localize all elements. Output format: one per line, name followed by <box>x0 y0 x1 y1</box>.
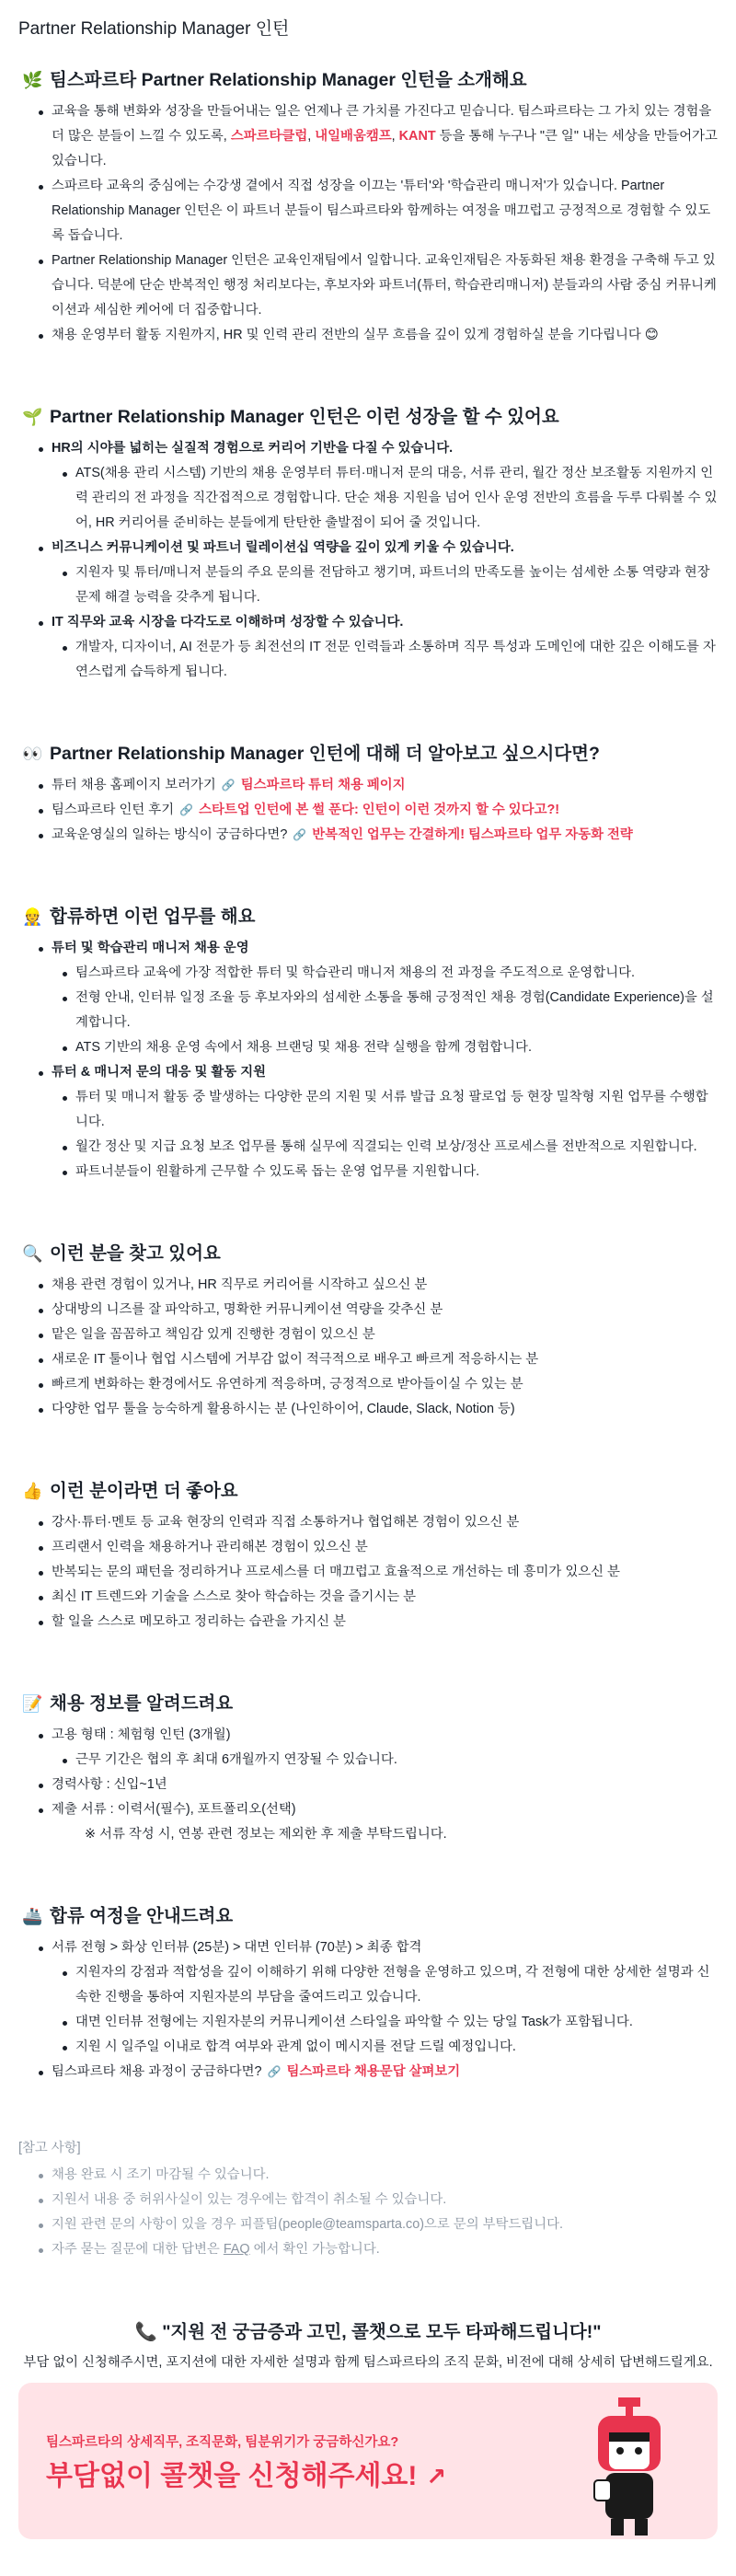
seek-heading <box>22 1240 718 1267</box>
list-item: 튜터 및 매니저 활동 중 발생하는 다양한 문의 지원 및 서류 발급 요청 팔로업 등 현장 밀착형 지원 업무를 수행합니다. <box>63 1085 718 1135</box>
process-flow: 서류 전형 > 화상 인터뷰 (25분) > 대면 인터뷰 (70분) > 최종 합격 <box>52 1940 422 1955</box>
list-item <box>39 610 718 685</box>
list-item <box>39 99 718 174</box>
list-item: 전형 안내, 인터뷰 일정 조율 등 후보자와의 섬세한 소통을 통해 긍정적인 채용 경험(Candidate Experience)을 설계합니다. <box>63 986 718 1035</box>
duties-section <box>18 903 718 1184</box>
more-section <box>18 740 718 848</box>
list-item: 강사·튜터·멘토 등 교육 현장의 인력과 직접 소통하거나 협업해본 경험이 있으신 분 <box>39 1510 718 1535</box>
banner-headline <box>46 2458 446 2495</box>
list-item <box>39 436 718 536</box>
list-item: 새로운 IT 툴이나 협업 시스템에 거부감 없이 적극적으로 배우고 빠르게 적응하시는 분 <box>39 1347 718 1372</box>
list-item: 개발자, 디자이너, AI 전문가 등 최전선의 IT 전문 인력들과 소통하며 직무 특성과 도메인에 대한 깊은 이해도를 자연스럽게 습득하게 됩니다. <box>63 635 718 685</box>
page-title: Partner Relationship Manager 인턴 <box>18 19 290 39</box>
list-item: 상대방의 니즈를 잘 파악하고, 명확한 커뮤니케이션 역량을 갖추신 분 <box>39 1298 718 1323</box>
list-item: 근무 기간은 협의 후 최대 6개월까지 연장될 수 있습니다. <box>63 1748 718 1773</box>
prefer-heading <box>22 1477 718 1505</box>
arrow-up-right-icon: ↗ <box>426 2463 447 2490</box>
cta-subtitle: 부담 없이 신청해주시면, 포지션에 대한 자세한 설명과 함께 팀스파르타의 조직 문화, 비전에 대해 상세히 답변해드릴게요. <box>23 2355 713 2370</box>
list-item: 팀스파르타 교육에 가장 적합한 튜터 및 학습관리 매니저 채용의 전 과정을 주도적으로 운영합니다. <box>63 961 718 986</box>
growth-heading <box>22 403 718 431</box>
ship-icon: 🚢 <box>22 1907 43 1925</box>
list-item <box>39 536 718 610</box>
docs-note: ※ 서류 작성 시, 연봉 관련 정보는 제외한 후 제출 부탁드립니다. <box>85 1827 447 1842</box>
list-item <box>39 1723 718 1773</box>
intro-heading-text: 팀스파르타 Partner Relationship Manager 인턴을 소개해요 <box>50 70 527 90</box>
construction-worker-icon: 👷 <box>22 907 43 926</box>
list-item <box>39 798 718 823</box>
list-item: 지원자의 강점과 적합성을 깊이 이해하기 위해 다양한 전형을 운영하고 있으며, 각 전형에 대한 상세한 설명과 신속한 진행을 통하여 지원자분의 부담을 줄여드리고 있습니다. <box>63 1960 718 2010</box>
link-prefix: 팀스파르타 인턴 후기 <box>52 803 178 817</box>
list-item: ATS(채용 관리 시스템) 기반의 채용 운영부터 튜터·매니저 문의 대응, 서류 관리, 월간 정산 보조활동 지원까지 인력 관리의 전 과정을 직간접적으로 경험합니다. 단순 채용 지원을 넘어 인사 운영 전반의 흐름을 두루 다뤄볼 수 있어, HR 커리어를 준비하는 분들에게 탄탄한 출발점이 되어 줄 것입니다. <box>63 461 718 536</box>
coffee-chat-banner[interactable] <box>18 2383 718 2539</box>
list-item <box>39 2060 718 2085</box>
eyes-icon: 👀 <box>22 745 43 763</box>
tutor-hiring-link[interactable]: 팀스파르타 튜터 채용 페이지 <box>240 778 406 792</box>
list-item: 프리랜서 인력을 채용하거나 관리해본 경험이 있으신 분 <box>39 1535 718 1560</box>
intro-section <box>18 66 718 348</box>
info-section <box>18 1690 718 1847</box>
duties-heading-text: 합류하면 이런 업무를 해요 <box>50 907 256 927</box>
growth-heading-text: Partner Relationship Manager 인턴은 이런 성장을 할 수 있어요 <box>50 407 559 427</box>
brand-nbcamp: 내일배움캠프 <box>315 129 392 144</box>
link-prefix: 교육운영실의 일하는 방식이 궁금하다면? <box>52 827 292 842</box>
separator: , <box>307 129 316 144</box>
seek-heading-text: 이런 분을 찾고 있어요 <box>50 1243 221 1264</box>
list-item: 지원자 및 튜터/매니저 분들의 주요 문의를 전담하고 챙기며, 파트너의 만족도를 높이는 섬세한 소통 역량과 현장 문제 해결 능력을 갖추게 됩니다. <box>63 560 718 610</box>
list-item <box>39 773 718 798</box>
list-item: ATS 기반의 채용 운영 속에서 채용 브랜딩 및 채용 전략 실행을 함께 경험합니다. <box>63 1035 718 1060</box>
growth-title: HR의 시야를 넓히는 실질적 경험으로 커리어 기반을 다질 수 있습니다. <box>52 441 454 456</box>
list-item: 스파르타 교육의 중심에는 수강생 곁에서 직접 성장을 이끄는 '튜터'와 '학습관리 매니저'가 있습니다. Partner Relationship Manager 인턴은 이 파트너 분들이 팀스파르타와 함께하는 여정을 매끄럽고 긍정적으로 경험할 수 있도록 돕습니다. <box>39 174 718 248</box>
list-item: 채용 완료 시 조기 마감될 수 있습니다. <box>39 2163 718 2188</box>
employment-type: 고용 형태 : 체험형 인턴 (3개월) <box>52 1727 231 1742</box>
list-item <box>39 2237 718 2262</box>
link-prefix: 팀스파르타 채용 과정이 궁금하다면? <box>52 2064 266 2079</box>
list-item: 채용 운영부터 활동 지원까지, HR 및 인력 관리 전반의 실무 흐름을 깊이 있게 경험하실 분을 기다립니다 😊 <box>39 323 718 348</box>
intro-heading <box>22 66 718 94</box>
more-heading <box>22 740 718 768</box>
list-item: 다양한 업무 툴을 능숙하게 활용하시는 분 (나인하이어, Claude, Slack, Notion 등) <box>39 1397 718 1422</box>
cta-title <box>18 2317 718 2347</box>
info-heading-text: 채용 정보를 알려드려요 <box>50 1693 234 1714</box>
banner-subtext: 팀스파르타의 상세직무, 조직문화, 팀분위기가 궁금하신가요? <box>46 2435 399 2450</box>
info-heading <box>22 1690 718 1717</box>
thumbs-up-icon: 👍 <box>22 1482 43 1500</box>
growth-section <box>18 403 718 685</box>
list-item: 맡은 일을 꼼꼼하고 책임감 있게 진행한 경험이 있으신 분 <box>39 1323 718 1347</box>
list-item: 최신 IT 트렌드와 기술을 스스로 찾아 학습하는 것을 즐기시는 분 <box>39 1585 718 1610</box>
separator: , <box>391 129 399 144</box>
link-icon: 🔗 <box>221 779 236 791</box>
intern-review-link[interactable]: 스타트업 인턴에 본 썰 푼다: 인턴이 이런 것까지 할 수 있다고?! <box>199 803 560 817</box>
list-item: 할 일을 스스로 메모하고 정리하는 습관을 가지신 분 <box>39 1610 718 1635</box>
faq-suffix: 에서 확인 가능합니다. <box>249 2242 380 2257</box>
growth-title: IT 직무와 교육 시장을 다각도로 이해하며 성장할 수 있습니다. <box>52 615 404 630</box>
phone-icon: 📞 <box>134 2322 157 2342</box>
brand-sparta-club: 스파르타클럽 <box>230 129 308 144</box>
list-item <box>39 936 718 1060</box>
link-prefix: 튜터 채용 홈페이지 보러가기 <box>52 778 220 792</box>
list-item: 지원 관련 문의 사항이 있을 경우 피플팀(people@teamsparta.co)으로 문의 부탁드립니다. <box>39 2212 718 2237</box>
brand-kant: KANT <box>398 129 436 144</box>
seedling-icon: 🌱 <box>22 408 43 426</box>
duty-title: 튜터 & 매니저 문의 대응 및 활동 지원 <box>52 1065 266 1080</box>
magnifier-icon: 🔍 <box>22 1244 43 1263</box>
list-item: 월간 정산 및 지급 요청 보조 업무를 통해 실무에 직결되는 인력 보상/정산 프로세스를 전반적으로 지원합니다. <box>63 1135 718 1160</box>
list-item: 채용 관련 경험이 있거나, HR 직무로 커리어를 시작하고 싶으신 분 <box>39 1273 718 1298</box>
process-section <box>18 1902 718 2085</box>
faq-prefix: 자주 묻는 질문에 대한 답변은 <box>52 2242 224 2257</box>
list-item <box>39 1935 718 2060</box>
growth-title: 비즈니스 커뮤니케이션 및 파트너 릴레이션십 역량을 깊이 있게 키울 수 있습니다. <box>52 540 514 555</box>
intro-text: 등을 통해 누구나 "큰 일" 내는 세상을 만들어가고 있습니다. <box>52 129 718 168</box>
reference-section <box>18 2136 718 2262</box>
prefer-heading-text: 이런 분이라면 더 좋아요 <box>50 1481 238 1501</box>
list-item: 빠르게 변화하는 환경에서도 유연하게 적응하며, 긍정적으로 받아들이실 수 있는 분 <box>39 1372 718 1397</box>
link-icon: 🔗 <box>267 2065 282 2078</box>
process-heading <box>22 1902 718 1930</box>
duties-heading <box>22 903 718 930</box>
list-item: 지원 시 일주일 이내로 합격 여부와 관계 없이 메시지를 전달 드릴 예정입니다. <box>63 2035 718 2060</box>
hiring-faq-link[interactable]: 팀스파르타 채용문답 살펴보기 <box>286 2064 461 2079</box>
list-item: 대면 인터뷰 전형에는 지원자분의 커뮤니케이션 스타일을 파악할 수 있는 당일 Task가 포함됩니다. <box>63 2010 718 2035</box>
list-item: 파트너분들이 원활하게 근무할 수 있도록 돕는 운영 업무를 지원합니다. <box>63 1160 718 1184</box>
banner-headline-text: 부담없이 콜챗을 신청해주세요! <box>46 2461 418 2491</box>
link-icon: 🔗 <box>293 828 307 841</box>
spartan-mascot-icon <box>570 2392 690 2539</box>
list-item: 지원서 내용 중 허위사실이 있는 경우에는 합격이 취소될 수 있습니다. <box>39 2188 718 2212</box>
intro-text: 교육을 통해 변화와 성장을 만들어내는 일은 언제나 큰 가치를 가진다고 믿습니다. 팀스파르타는 그 가치 있는 경험을 더 많은 분들이 느낄 수 있도록, <box>52 104 712 144</box>
list-item: 제출 서류 : 이력서(필수), 포트폴리오(선택) <box>39 1797 718 1822</box>
reference-title: [참고 사항] <box>18 2141 81 2155</box>
more-heading-text: Partner Relationship Manager 인턴에 대해 더 알아보고 싶으시다면? <box>50 744 600 764</box>
duty-title: 튜터 및 학습관리 매니저 채용 운영 <box>52 941 249 955</box>
memo-icon: 📝 <box>22 1694 43 1713</box>
prefer-section <box>18 1477 718 1635</box>
herb-icon: 🌿 <box>22 71 43 89</box>
list-item <box>39 1060 718 1184</box>
cta-title-text: "지원 전 궁금증과 고민, 콜챗으로 모두 타파해드립니다!" <box>162 2322 602 2342</box>
process-heading-text: 합류 여정을 안내드려요 <box>50 1906 234 1926</box>
list-item: Partner Relationship Manager 인턴은 교육인재팀에서 일합니다. 교육인재팀은 자동화된 채용 환경을 구축해 두고 있습니다. 덕분에 단순 반복적인 행정 처리보다는, 후보자와 파트너(튜터, 학습관리매니저) 분들과의 사람 중심 커뮤니케이션과 세심한 케어에 더 집중합니다. <box>39 248 718 323</box>
list-item: 반복되는 문의 패턴을 정리하거나 프로세스를 더 매끄럽고 효율적으로 개선하는 데 흥미가 있으신 분 <box>39 1560 718 1585</box>
link-icon: 🔗 <box>179 803 194 816</box>
list-item: 경력사항 : 신입~1년 <box>39 1773 718 1797</box>
automation-article-link[interactable]: 반복적인 업무는 간결하게! 팀스파르타 업무 자동화 전략 <box>312 827 633 842</box>
faq-link[interactable]: FAQ <box>223 2242 250 2257</box>
list-item <box>39 823 718 848</box>
seek-section <box>18 1240 718 1422</box>
